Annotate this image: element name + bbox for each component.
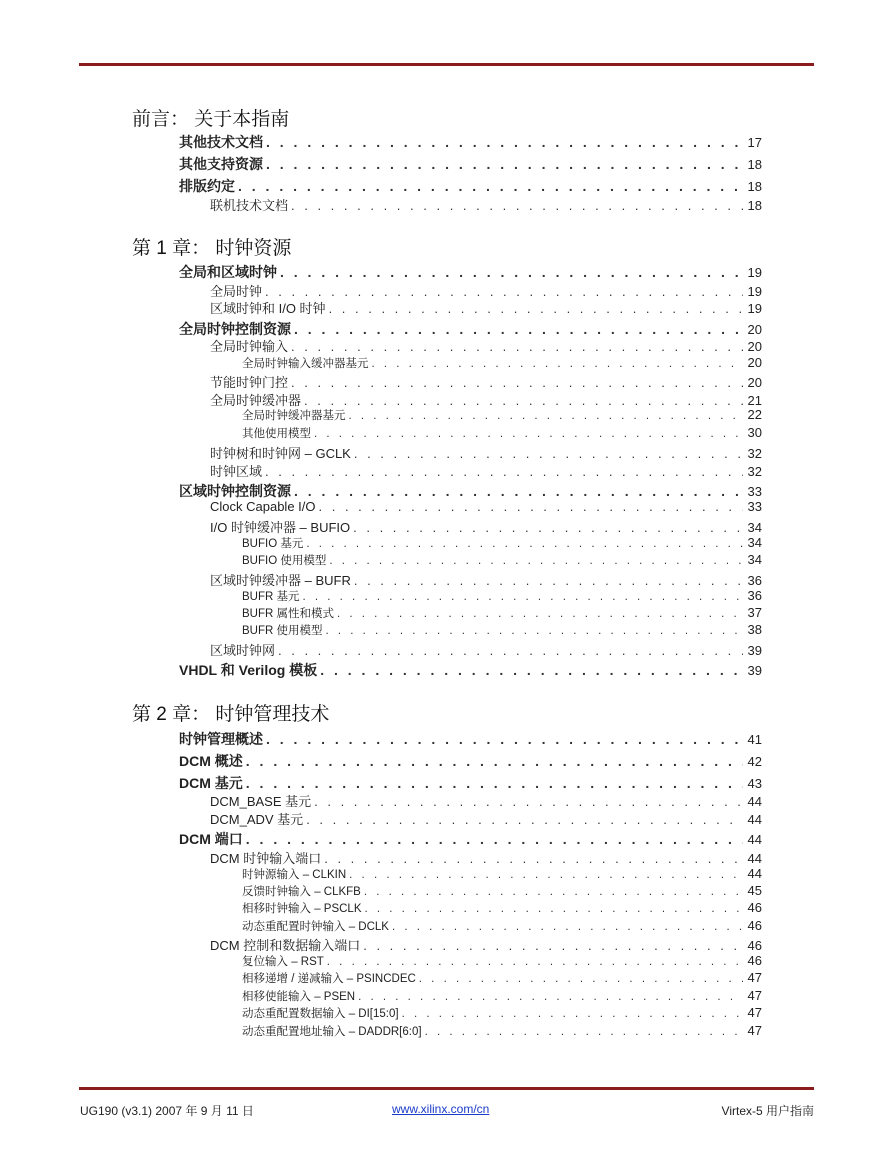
dot-leader [324,851,743,866]
dot-leader [306,812,743,827]
dot-leader [266,156,743,172]
dot-leader [402,1008,743,1020]
toc-entry-page-number: 44 [747,794,762,809]
toc-entry-title: 全局时钟输入缓冲器基元 [242,358,369,370]
toc-entry-level-2[interactable] [210,570,762,589]
toc-entry-title: BUFR 使用模型 [242,625,323,637]
dot-leader [329,555,743,567]
dot-leader [329,301,743,316]
toc-entry-page-number: 38 [747,622,762,637]
toc-entry-title: 其他技术文档 [179,134,263,150]
toc-entry-title: DCM 基元 [179,775,243,791]
toc-entry-level-2[interactable] [210,298,762,317]
toc-entry-title: 全局时钟输入 [210,339,289,354]
toc-entry-level-3[interactable] [242,970,762,986]
dot-leader [266,731,743,747]
toc-entry-page-number: 17 [747,135,762,150]
toc-entry-page-number: 18 [747,157,762,172]
toc-entry-level-3[interactable] [242,605,762,621]
toc-entry-page-number: 19 [747,265,762,280]
toc-entry-level-3[interactable] [242,953,762,969]
toc-entry-level-3[interactable] [242,355,762,371]
toc-entry-page-number: 34 [747,552,762,567]
toc-entry-title: 其他支持资源 [179,156,263,172]
dot-leader [372,358,744,370]
toc-entry-level-1[interactable] [179,773,762,793]
toc-entry-page-number: 47 [747,970,762,985]
toc-entry-page-number: 44 [747,851,762,866]
dot-leader [425,1026,743,1038]
toc-entry-level-1[interactable] [179,132,762,152]
toc-entry-level-3[interactable] [242,535,762,551]
toc-entry-title: 时钟源输入 – CLKIN [242,869,347,881]
toc-entry-page-number: 36 [747,588,762,603]
toc-entry-level-3[interactable] [242,622,762,638]
dot-leader [365,903,744,915]
toc-entry-page-number: 45 [747,883,762,898]
toc-entry-page-number: 20 [747,322,762,337]
toc-entry-page-number: 30 [747,425,762,440]
chapter-heading[interactable]: 第 2 章： 时钟管理技术 [132,704,330,725]
toc-entry-level-1[interactable] [179,154,762,174]
toc-entry-level-3[interactable] [242,918,762,934]
toc-entry-page-number: 44 [747,812,762,827]
toc-entry-page-number: 22 [747,407,762,422]
dot-leader [326,625,744,637]
toc-entry-level-2[interactable] [210,461,762,480]
toc-entry-title: 其他使用模型 [242,428,311,440]
dot-leader [294,483,743,499]
toc-entry-title: DCM_ADV 基元 [210,812,304,827]
toc-entry-level-3[interactable] [242,425,762,441]
toc-entry-title: 相移使能输入 – PSEN [242,991,356,1003]
toc-entry-title: 排版约定 [179,178,235,194]
dot-leader [419,973,743,985]
footer-website-link[interactable]: www.xilinx.com/cn [392,1102,490,1116]
dot-leader [354,573,743,588]
toc-entry-title: 全局时钟缓冲器基元 [242,410,346,422]
dot-leader [354,446,743,461]
toc-entry-level-3[interactable] [242,900,762,916]
toc-entry-level-3[interactable] [242,1023,762,1039]
toc-entry-page-number: 34 [747,520,762,535]
footer-rule [79,1087,814,1090]
toc-entry-level-3[interactable] [242,552,762,568]
toc-entry-title: 全局时钟缓冲器 [210,393,302,408]
toc-entry-title: I/O 时钟缓冲器 – BUFIO [210,520,351,535]
toc-entry-title: 时钟树和时钟网 – GCLK [210,446,351,461]
toc-entry-level-2[interactable] [210,809,762,828]
toc-entry-level-3[interactable] [242,1005,762,1021]
toc-entry-title: 动态重配置地址输入 – DADDR[6:0] [242,1026,422,1038]
toc-entry-level-1[interactable] [179,729,762,749]
toc-entry-level-2[interactable] [210,499,762,514]
toc-entry-page-number: 47 [747,1005,762,1020]
toc-entry-page-number: 46 [747,900,762,915]
dot-leader [349,869,743,881]
dot-leader [337,608,743,620]
toc-entry-page-number: 20 [747,339,762,354]
toc-entry-level-3[interactable] [242,883,762,899]
dot-leader [349,410,744,422]
toc-entry-title: VHDL 和 Verilog 模板 [179,662,318,678]
dot-leader [266,134,743,150]
toc-entry-page-number: 32 [747,446,762,461]
toc-entry-level-1[interactable] [179,176,762,196]
footer-book-title: Virtex-5 用户指南 [721,1104,814,1118]
dot-leader [238,178,743,194]
toc-entry-title: BUFR 属性和模式 [242,608,334,620]
toc-entry-title: 节能时钟门控 [210,375,289,390]
toc-entry-title: DCM 控制和数据输入端口 [210,938,361,953]
toc-entry-page-number: 39 [747,643,762,658]
toc-entry-level-2[interactable] [210,336,762,355]
toc-entry-level-2[interactable] [210,372,762,391]
toc-entry-level-3[interactable] [242,588,762,604]
toc-entry-title: 时钟区域 [210,464,263,479]
header-rule [79,63,814,66]
toc-entry-level-1[interactable] [179,481,762,501]
toc-entry-page-number: 33 [747,484,762,499]
toc-entry-level-2[interactable] [210,640,762,659]
toc-entry-title: DCM_BASE 基元 [210,794,312,809]
toc-entry-level-3[interactable] [242,407,762,423]
toc-entry-page-number: 41 [747,732,762,747]
toc-entry-title: 动态重配置时钟输入 – DCLK [242,921,389,933]
toc-entry-title: DCM 端口 [179,831,243,847]
dot-leader [291,375,743,390]
dot-leader [304,393,743,408]
toc-entry-page-number: 33 [747,499,762,514]
dot-leader [320,662,743,678]
dot-leader [291,339,743,354]
footer-document-id: UG190 (v3.1) 2007 年 9 月 11 日 [80,1104,254,1118]
toc-entry-title: 全局和区域时钟 [179,264,277,280]
dot-leader [280,264,743,280]
toc-entry-level-1[interactable] [179,751,762,771]
dot-leader [314,794,743,809]
toc-entry-page-number: 34 [747,535,762,550]
toc-entry-title: Clock Capable I/O [210,499,316,514]
dot-leader [291,198,743,213]
toc-entry-title: 区域时钟网 [210,643,276,658]
dot-leader [294,321,743,337]
dot-leader [364,886,743,898]
toc-entry-level-1[interactable] [179,829,762,849]
toc-entry-title: 反馈时钟输入 – CLKFB [242,886,361,898]
toc-entry-page-number: 20 [747,375,762,390]
dot-leader [306,538,743,550]
toc-entry-title: 相移时钟输入 – PSCLK [242,903,362,915]
toc-entry-title: BUFR 基元 [242,591,300,603]
toc-entry-level-2[interactable] [210,443,762,462]
toc-entry-title: 区域时钟控制资源 [179,483,291,499]
toc-entry-page-number: 47 [747,988,762,1003]
dot-leader [319,499,744,514]
toc-entry-title: BUFIO 基元 [242,538,304,550]
dot-leader [265,284,743,299]
toc-entry-title: DCM 时钟输入端口 [210,851,322,866]
dot-leader [327,956,743,968]
toc-entry-level-2[interactable] [210,517,762,536]
toc-entry-level-2[interactable] [210,848,762,867]
toc-entry-title: 全局时钟控制资源 [179,321,291,337]
toc-entry-title: 区域时钟缓冲器 – BUFR [210,573,351,588]
toc-entry-level-1[interactable] [179,262,762,282]
toc-entry-title: 时钟管理概述 [179,731,263,747]
toc-entry-title: 动态重配置数据输入 – DI[15:0] [242,1008,399,1020]
dot-leader [303,591,744,603]
toc-entry-page-number: 44 [747,866,762,881]
toc-entry-page-number: 19 [747,284,762,299]
toc-entry-page-number: 19 [747,301,762,316]
toc-entry-level-3[interactable] [242,866,762,882]
toc-entry-title: 区域时钟和 I/O 时钟 [210,301,326,316]
toc-entry-page-number: 20 [747,355,762,370]
toc-entry-level-2[interactable] [210,935,762,954]
dot-leader [314,428,743,440]
toc-entry-page-number: 44 [747,832,762,847]
toc-entry-title: BUFIO 使用模型 [242,555,327,567]
toc-entry-page-number: 18 [747,179,762,194]
toc-entry-page-number: 32 [747,464,762,479]
toc-entry-title: 全局时钟 [210,284,263,299]
dot-leader [278,643,743,658]
dot-leader [265,464,743,479]
dot-leader [246,775,743,791]
toc-entry-page-number: 47 [747,1023,762,1038]
chapter-heading[interactable]: 第 1 章： 时钟资源 [132,238,292,259]
chapter-heading[interactable]: 前言： 关于本指南 [132,109,290,130]
toc-entry-title: 相移递增 / 递减输入 – PSINCDEC [242,973,416,985]
toc-entry-level-3[interactable] [242,988,762,1004]
dot-leader [353,520,743,535]
dot-leader [358,991,743,1003]
toc-entry-page-number: 18 [747,198,762,213]
toc-entry-page-number: 42 [747,754,762,769]
toc-entry-page-number: 21 [747,393,762,408]
toc-entry-page-number: 46 [747,953,762,968]
toc-entry-level-2[interactable] [210,791,762,810]
toc-entry-page-number: 46 [747,938,762,953]
toc-entry-page-number: 37 [747,605,762,620]
toc-entry-title: 联机技术文档 [210,198,289,213]
dot-leader [246,831,743,847]
toc-entry-page-number: 46 [747,918,762,933]
toc-entry-page-number: 43 [747,776,762,791]
toc-entry-page-number: 36 [747,573,762,588]
toc-entry-level-1[interactable] [179,660,762,680]
dot-leader [392,921,743,933]
toc-entry-page-number: 39 [747,663,762,678]
dot-leader [246,753,743,769]
toc-entry-level-2[interactable] [210,195,762,214]
toc-entry-title: 复位输入 – RST [242,956,324,968]
toc-entry-title: DCM 概述 [179,753,243,769]
dot-leader [363,938,743,953]
